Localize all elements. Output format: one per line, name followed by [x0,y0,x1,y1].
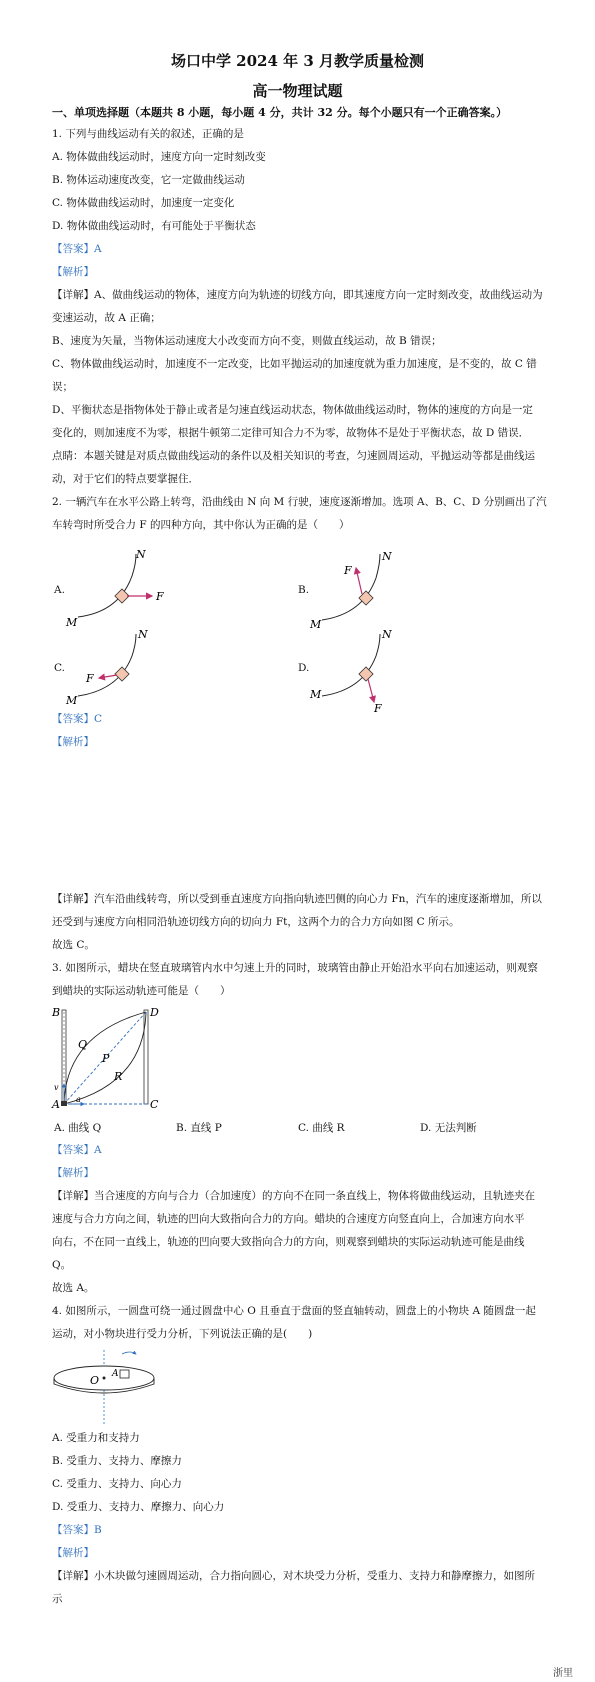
q3-detail-1: 【详解】当合速度的方向与合力（合加速度）的方向不在同一条直线上，物体将做曲线运动，且轨迹夹在 [52,1190,535,1202]
q3-option-a: A. 曲线 Q [54,1122,102,1134]
q3-option-b: B. 直线 P [176,1122,222,1134]
q1-option-c: C. 物体做曲线运动时，加速度一定变化 [52,197,235,209]
section-heading: 一、单项选择题（本题共 8 小题，每小题 4 分，共计 32 分。每个小题只有一个正确答案。） [52,106,508,119]
q2-figure-a [64,548,184,632]
car-block [115,589,129,603]
q3-answer: 【答案】A [52,1144,102,1156]
label-r: R [114,1070,123,1083]
force-arrow [99,675,117,678]
label-m: M [66,616,78,629]
q4-detail-2: 示 [52,1593,63,1605]
q2-detail-1: 【详解】汽车沿曲线转弯，所以受到垂直速度方向指向轨迹凹侧的向心力 Fn，汽车的速度逐渐增加，所以 [52,893,542,905]
label-m: M [66,694,78,707]
small-block [120,1370,129,1378]
q3-figure [52,1004,172,1114]
wax-block [61,1101,67,1106]
label-c: C [150,1098,159,1111]
q4-option-b: B. 受重力、支持力、摩擦力 [52,1455,182,1467]
q1-stem: 1. 下列与曲线运动有关的叙述，正确的是 [52,128,244,140]
q2-label-a: A. [54,584,65,596]
label-f: F [374,702,382,715]
exam-subtitle: 高一物理试题 [252,82,343,100]
label-v: v [54,1083,59,1092]
q3-option-d: D. 无法判断 [420,1122,477,1134]
q1-detail-9: 动，对于它们的特点要掌握住． [52,473,199,485]
label-q: Q [78,1038,88,1051]
label-n: N [138,628,148,641]
q1-detail-3: B、速度为矢量，当物体运动速度大小改变而方向不变，则做直线运动，故 B 错误； [52,335,442,347]
car-block [359,591,373,605]
label-n: N [382,628,392,641]
q2-figure-d [308,628,428,715]
q2-label-b: B. [298,584,310,596]
q2-label-c: C. [54,662,65,674]
q2-figure-b [308,552,428,632]
label-p: P [102,1052,110,1065]
center-point [103,1377,106,1380]
q4-answer: 【答案】B [52,1524,102,1536]
label-n: N [382,550,392,563]
page-footer: 浙里 [553,1668,573,1679]
q3-detail-2: 速度与合力方向之间，轨迹的凹向大致指向合力的方向。蜡块的合速度方向竖直向上，合加速方向水平 [52,1213,525,1225]
q4-stem-2: 运动，对小物块进行受力分析，下列说法正确的是( ) [52,1328,313,1340]
q2-detail-2: 还受到与速度方向相同沿轨迹切线方向的切向力 Ft，这两个力的合力方向如图 C 所示。 [52,916,460,928]
trajectory-curve [322,634,380,696]
label-m: M [310,618,322,631]
trajectory-curve [78,634,136,696]
q1-detail-4: C、物体做曲线运动时，加速度不一定改变，比如平抛运动的加速度就为重力加速度，是不变的，故 C 错 [52,358,537,370]
q3-analysis: 【解析】 [52,1167,94,1179]
q4-option-c: C. 受重力、支持力、向心力 [52,1478,182,1490]
q4-option-d: D. 受重力、支持力、摩擦力、向心力 [52,1501,225,1513]
q2-detail-3: 故选 C。 [52,939,95,951]
q2-stem-2: 车转弯时所受合力 F 的四种方向，其中你认为正确的是（ ） [52,519,350,531]
label-a-accel: a [76,1095,81,1104]
label-a: A [52,1098,60,1111]
label-f: F [156,590,164,603]
q1-detail-1: 【详解】A、做曲线运动的物体，速度方向为轨迹的切线方向，即其速度方向一定时刻改变，故曲线运动为 [52,289,543,301]
label-f: F [344,564,352,577]
q1-detail-2: 变速运动，故 A 正确； [52,312,161,324]
q3-detail-5: 故选 A。 [52,1282,95,1294]
exam-title: 场口中学 2024 年 3 月教学质量检测 [170,52,425,70]
q4-stem-1: 4. 如图所示，一圆盘可绕一通过圆盘中心 O 且垂直于盘面的竖直轴转动，圆盘上的小物块 A 随圆盘一起 [52,1305,536,1317]
q3-stem-2: 到蜡块的实际运动轨迹可能是（ ） [52,985,231,997]
force-arrow [368,679,374,702]
glass-tube-right [144,1010,148,1104]
q2-analysis: 【解析】 [52,736,94,748]
q4-option-a: A. 受重力和支持力 [52,1432,140,1444]
label-a: A [112,1369,119,1379]
q1-detail-5: 误； [52,381,73,393]
q1-option-a: A. 物体做曲线运动时，速度方向一定时刻改变 [52,151,266,163]
q4-detail-1: 【详解】小木块做匀速圆周运动，合力指向圆心，对木块受力分析，受重力、支持力和静摩擦力，如图所 [52,1570,535,1582]
q3-detail-3: 向右，不在同一直线上，轨迹的凹向要大致指向合力的方向，则观察到蜡块的实际运动轨迹可能是曲线 [52,1236,525,1248]
q2-stem-1: 2. 一辆汽车在水平公路上转弯，沿曲线由 N 向 M 行驶，速度逐渐增加。选项 A、B、C、D 分别画出了汽 [52,496,547,508]
q2-figure-c [64,628,184,707]
q4-figure [52,1346,172,1426]
q4-analysis: 【解析】 [52,1547,94,1559]
q1-option-b: B. 物体运动速度改变，它一定做曲线运动 [52,174,245,186]
q3-option-c: C. 曲线 R [298,1122,345,1134]
q1-detail-8: 点睛：本题关键是对质点做曲线运动的条件以及相关知识的考查，匀速圆周运动，平抛运动等都是曲线运 [52,450,535,462]
q1-analysis: 【解析】 [52,266,94,278]
label-b: B [52,1006,61,1019]
q3-stem-1: 3. 如图所示，蜡块在竖直玻璃管内水中匀速上升的同时，玻璃管由静止开始沿水平向右加速运动，则观察 [52,962,538,974]
q1-detail-7: 变化的，则加速度不为零，根据牛顿第二定律可知合力不为零，故物体不是处于平衡状态，故 D 错误． [52,427,530,439]
label-m: M [310,688,322,701]
q1-option-d: D. 物体做曲线运动时，有可能处于平衡状态 [52,220,256,232]
q1-detail-6: D、平衡状态是指物体处于静止或者是匀速直线运动状态，物体做曲线运动时，物体的速度的方向是一定 [52,404,533,416]
rotation-arrow [122,1352,136,1354]
force-arrow [356,568,362,594]
label-f: F [86,672,94,685]
q2-label-d: D. [298,662,310,674]
label-d: D [150,1006,159,1019]
q3-detail-4: Q。 [52,1259,72,1271]
q2-answer: 【答案】C [52,713,103,725]
label-o: O [90,1374,100,1387]
trajectory-curve [78,554,136,617]
q1-answer: 【答案】A [52,243,102,255]
label-n: N [136,548,146,561]
